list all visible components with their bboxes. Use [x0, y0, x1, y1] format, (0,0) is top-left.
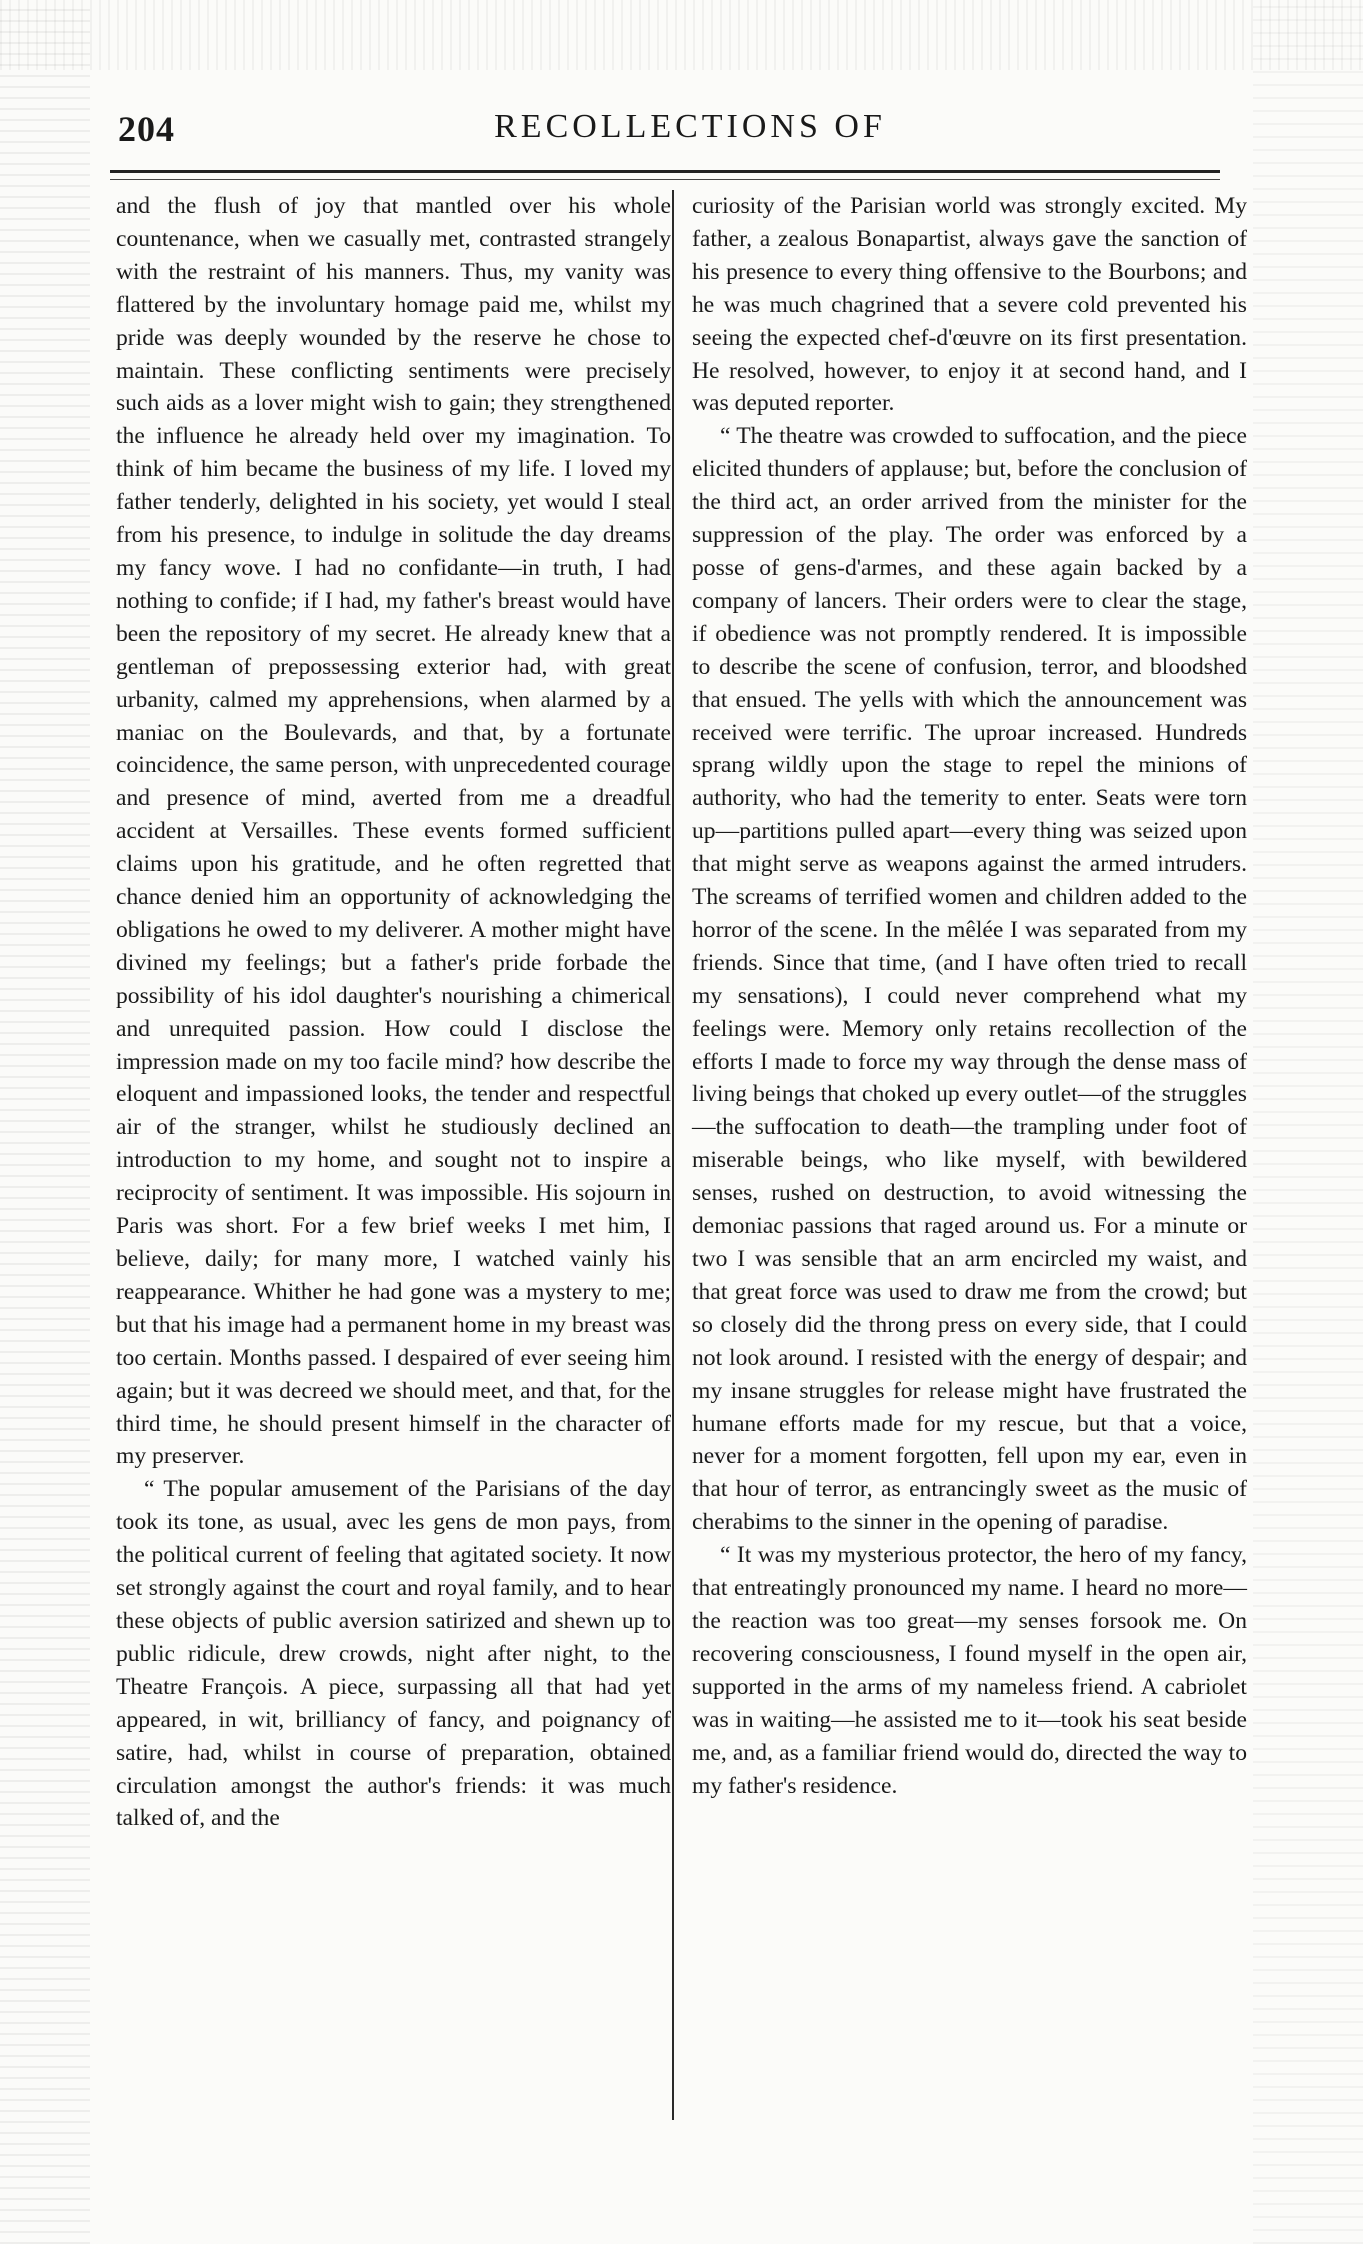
header-rule [110, 170, 1220, 180]
left-column [116, 190, 671, 1835]
paragraph: curiosity of the Parisian world was strongly excited. My father, a zealous Bonapartist, always gave the sanction of his presence to every thing offensive to the Bourbons; and he was much chagrined that a severe cold prevented his seeing the expected chef-d'œuvre on its first presentation. He resolved, however, to enjoy it at second hand, and I was deputed reporter. [692, 193, 1247, 417]
scan-noise-right [1253, 0, 1363, 2244]
scan-noise-left [0, 0, 90, 2244]
scan-noise-top [0, 0, 1363, 70]
page-number: 204 [118, 109, 175, 149]
paragraph: and the flush of joy that mantled over his whole countenance, when we casually met, contrasted strangely with the restraint of his manners. Thus, my vanity was flattered by the involuntary homage paid me, whilst my pride was deeply wounded by the reserve he chose to maintain. These conflicting sentiments were precisely such aids as a lover might wish to gain; they strengthened the influence he already held over my imagination. To think of him became the business of my life. I loved my father tenderly, delighted in his society, yet would I steal from his presence, to indulge in solitude the day dreams my fancy wove. I had no confidante—in truth, I had nothing to confide; if I had, my father's breast would have been the repository of my secret. He already knew that a gentleman of prepossessing exterior had, with great urbanity, calmed my apprehensions, when alarmed by a maniac on the Boulevards, and that, by a fortunate coincidence, the same person, with unprecedented courage and presence of mind, averted from me a dreadful accident at Versailles. These events formed sufficient claims upon his gratitude, and he often regretted that chance denied him an opportunity of acknowledging the obligations he owed to my deliverer. A mother might have divined my feelings; but a father's pride forbade the possibility of his idol daughter's nourishing a chimerical and unrequited passion. How could I disclose the impression made on my too facile mind? how describe the eloquent and impassioned looks, the tender and respectful air of the stranger, whilst he studiously declined an introduction to my home, and sought not to inspire a reciprocity of sentiment. It was impossible. His sojourn in Paris was short. For a few brief weeks I met him, I believe, daily; for many more, I watched vainly his reappearance. Whither he had gone was a mystery to me; but that his image had a permanent home in my breast was too certain. Months passed. I despaired of ever seeing him again; but it was decreed we should meet, and that, for the third time, he should present himself in the character of my preserver. [116, 193, 671, 1470]
running-head: RECOLLECTIONS OF [494, 108, 886, 145]
paragraph: “ It was my mysterious protector, the hero of my fancy, that entreatingly pronounced my name. I heard no more—the reaction was too great—my senses forsook me. On recovering consciousness, I found myself in the open air, supported in the arms of my nameless friend. A cabriolet was in waiting—he assisted me to it—took his seat beside me, and, as a familiar friend would do, directed the way to my father's residence. [692, 1542, 1247, 1799]
paragraph: “ The theatre was crowded to suffocation, and the piece elicited thunders of applause; but, before the conclusion of the third act, an order arrived from the minister for the suppression of the play. The order was enforced by a posse of gens-d'armes, and these again backed by a company of lancers. Their orders were to clear the stage, if obedience was not promptly rendered. It is impossible to describe the scene of confusion, terror, and bloodshed that ensued. The yells with which the announcement was received were terrific. The uproar increased. Hundreds sprang wildly upon the stage to repel the minions of authority, who had the temerity to enter. Seats were torn up—partitions pulled apart—every thing was seized upon that might serve as weapons against the armed intruders. The screams of terrified women and children added to the horror of the scene. In the mêlée I was separated from my friends. Since that time, (and I have often tried to recall my sensations), I could never comprehend what my feelings were. Memory only retains recollection of the efforts I made to force my way through the dense mass of living beings that choked up every outlet—of the struggles—the suffocation to death—the trampling under foot of miserable beings, who like myself, with bewildered senses, rushed on destruction, to avoid witnessing the demoniac passions that raged around us. For a minute or two I was sensible that an arm encircled my waist, and that great force was used to draw me from the crowd; but so closely did the throng press on every side, that I could not look around. I resisted with the energy of despair; and my insane struggles for release might have frustrated the humane efforts made for my rescue, but that a voice, never for a moment forgotten, fell upon my ear, even in that hour of terror, as entrancingly sweet as the music of cherabims to the sinner in the opening of paradise. [692, 423, 1247, 1536]
column-divider [672, 190, 674, 2120]
right-column [692, 190, 1247, 1802]
paragraph: “ The popular amusement of the Parisians of the day took its tone, as usual, avec les gens de mon pays, from the political current of feeling that agitated society. It now set strongly against the court and royal family, and to hear these objects of public aversion satirized and shewn up to public ridicule, drew crowds, night after night, to the Theatre François. A piece, surpassing all that had yet appeared, in wit, brilliancy of fancy, and poignancy of satire, had, whilst in course of preparation, obtained circulation amongst the author's friends: it was much talked of, and the [116, 1476, 671, 1832]
page-header [110, 108, 1230, 168]
